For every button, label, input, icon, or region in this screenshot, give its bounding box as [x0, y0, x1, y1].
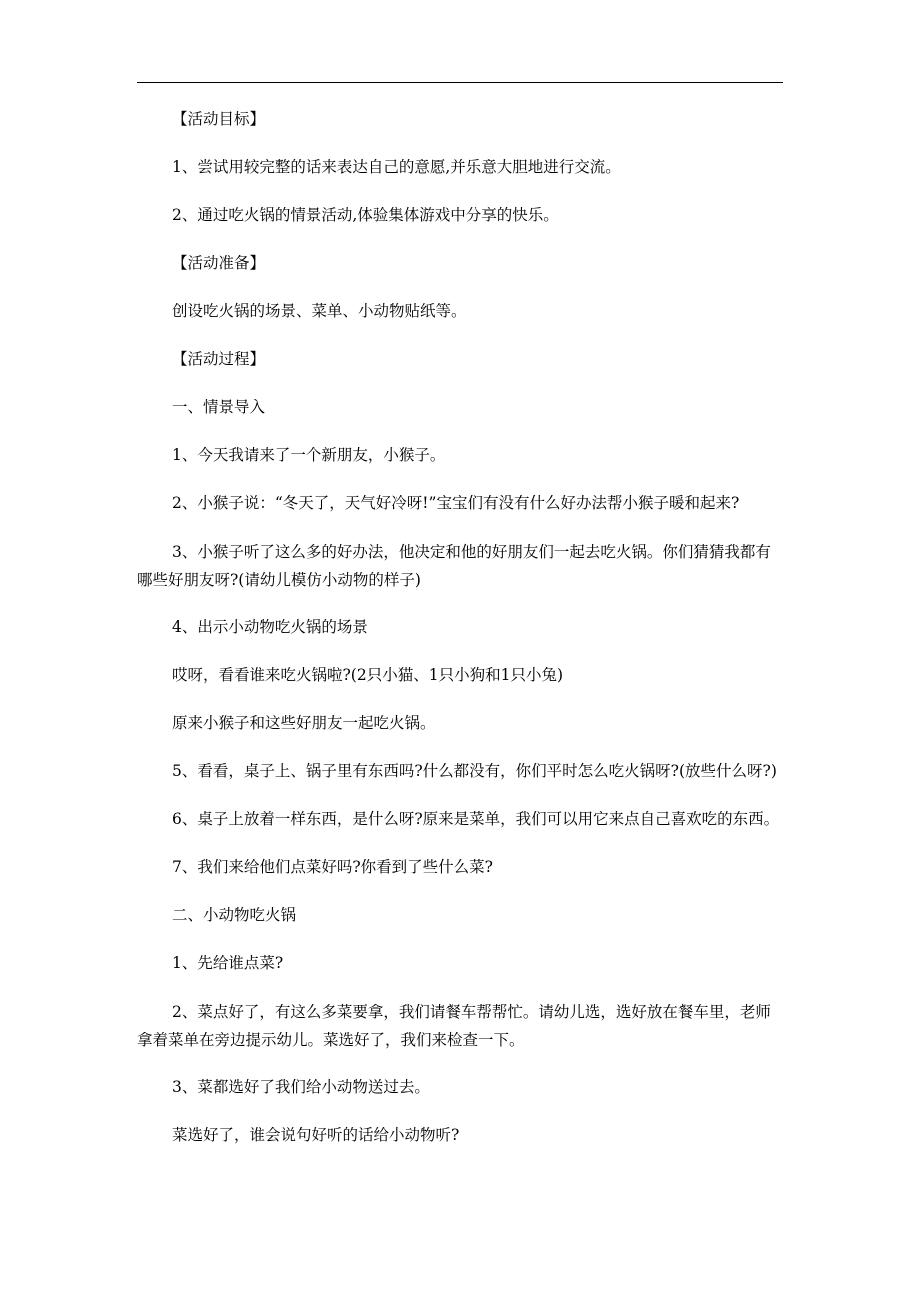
paragraph-step-2: 2、小猴子说：“冬天了，天气好冷呀!”宝宝们有没有什么好办法帮小猴子暖和起来?	[172, 494, 740, 512]
subheading-scene-intro: 一、情景导入	[172, 398, 266, 416]
paragraph-goal-1: 1、尝试用较完整的话来表达自己的意愿,并乐意大胆地进行交流。	[172, 158, 621, 176]
paragraph-step-3: 3、小猴子听了这么多的好办法，他决定和他的好朋友们一起去吃火锅。你们猜猜我都有哪些好朋友呀?(请幼儿模仿小动物的样子)	[137, 543, 771, 589]
paragraph-step-4: 4、出示小动物吃火锅的场景	[172, 618, 368, 636]
paragraph-goal-2: 2、通过吃火锅的情景活动,体验集体游戏中分享的快乐。	[172, 206, 559, 224]
paragraph-step-4-note: 原来小猴子和这些好朋友一起吃火锅。	[172, 714, 436, 732]
paragraph-part2-step-2: 2、菜点好了，有这么多菜要拿，我们请餐车帮帮忙。请幼儿选，选好放在餐车里，老师拿着菜单在旁边提示幼儿。菜选好了，我们来检查一下。	[137, 1003, 771, 1049]
paragraph-step-1: 1、今天我请来了一个新朋友，小猴子。	[172, 446, 446, 464]
paragraph-step-5: 5、看看，桌子上、锅子里有东西吗?什么都没有，你们平时怎么吃火锅呀?(放些什么呀?)	[172, 762, 777, 780]
section-heading-process: 【活动过程】	[172, 350, 266, 368]
paragraph-step-4-detail: 哎呀，看看谁来吃火锅啦?(2只小猫、1只小狗和1只小兔)	[172, 666, 563, 684]
document-body	[137, 106, 783, 1170]
paragraph-part2-closing: 菜选好了，谁会说句好听的话给小动物听?	[172, 1126, 460, 1144]
header-rule	[137, 82, 783, 83]
paragraph-step-7: 7、我们来给他们点菜好吗?你看到了些什么菜?	[172, 858, 493, 876]
section-heading-goals: 【活动目标】	[172, 110, 266, 128]
paragraph-part2-step-1: 1、先给谁点菜?	[172, 954, 284, 972]
paragraph-step-6: 6、桌子上放着一样东西，是什么呀?原来是菜单，我们可以用它来点自己喜欢吃的东西。	[172, 810, 780, 828]
paragraph-part2-step-3: 3、菜都选好了我们给小动物送过去。	[172, 1078, 430, 1096]
section-heading-preparation: 【活动准备】	[172, 254, 266, 272]
subheading-animals-hotpot: 二、小动物吃火锅	[172, 906, 297, 924]
paragraph-preparation: 创设吃火锅的场景、菜单、小动物贴纸等。	[172, 302, 467, 320]
